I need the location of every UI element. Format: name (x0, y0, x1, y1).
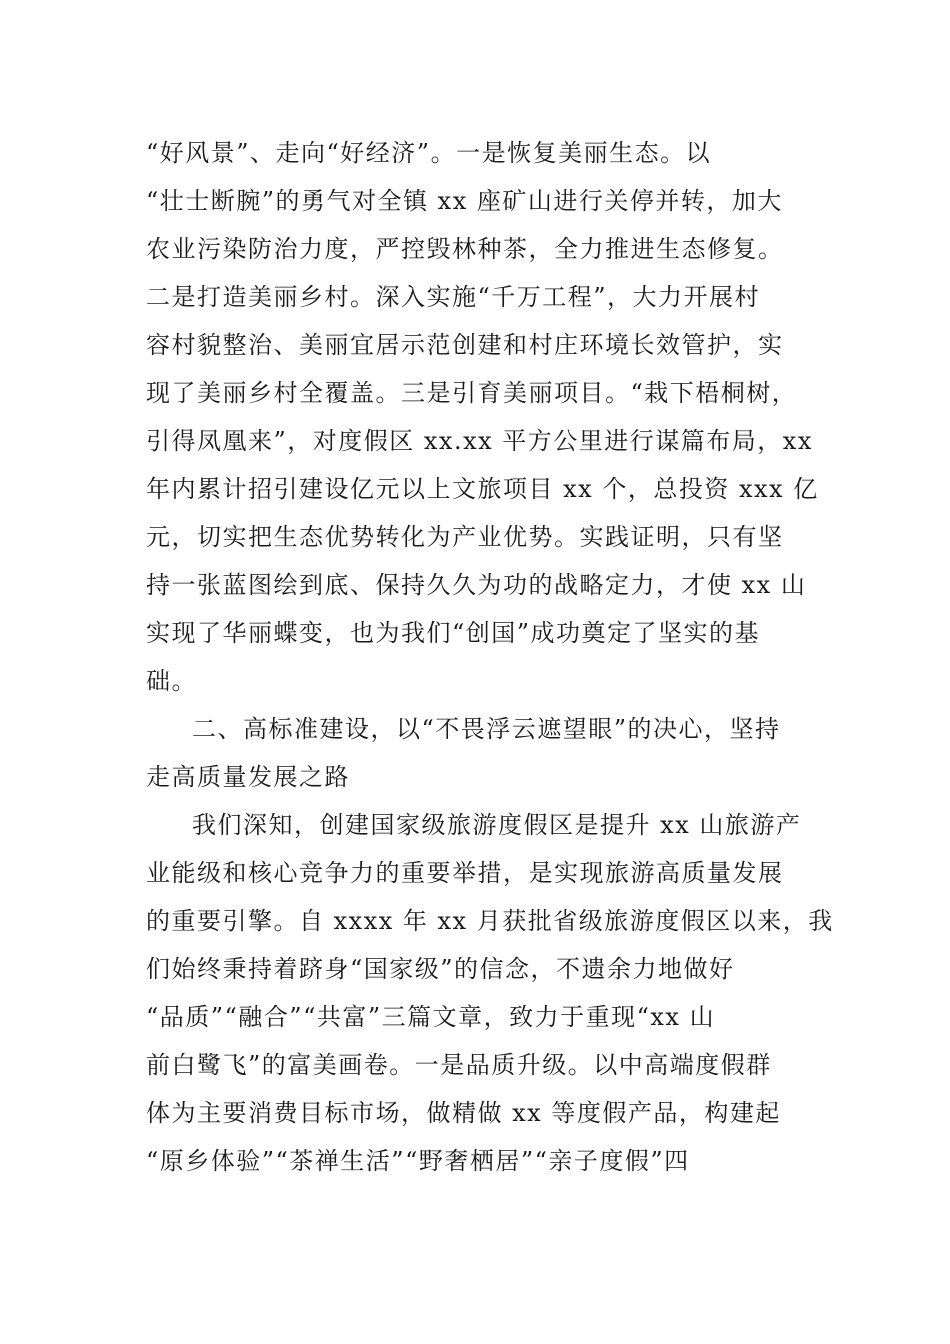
text-line: 二是打造美丽乡村。深入实施“千万工程”，大力开展村 (146, 283, 761, 311)
text-line: “壮士断腕”的勇气对全镇 xx 座矿山进行关停并转，加大 (146, 187, 783, 215)
text-line: 引得凤凰来”，对度假区 xx.xx 平方公里进行谋篇布局，xx (146, 427, 813, 455)
text-line: 农业污染防治力度，严控毁林种茶，全力推进生态修复。 (146, 235, 784, 263)
text-line: 的重要引擎。自 xxxx 年 xx 月获批省级旅游度假区以来，我 (146, 907, 834, 935)
text-line: 业能级和核心竞争力的重要举措，是实现旅游高质量发展 (146, 859, 784, 887)
text-line: 持一张蓝图绘到底、保持久久为功的战略定力，才使 xx 山 (146, 571, 807, 599)
text-line: “品质”“融合”“共富”三篇文章，致力于重现“xx 山 (146, 1003, 716, 1031)
text-line: 现了美丽乡村全覆盖。三是引育美丽项目。“栽下梧桐树， (146, 379, 798, 407)
text-line: 础。 (146, 667, 197, 695)
text-line: 元，切实把生态优势转化为产业优势。实践证明，只有坚 (146, 523, 784, 551)
section-heading-line: 二、高标准建设，以“不畏浮云遮望眼”的决心，坚持 (192, 715, 781, 743)
text-line: 实现了华丽蝶变，也为我们“创国”成功奠定了坚实的基 (146, 619, 761, 647)
text-line: 容村貌整治、美丽宜居示范创建和村庄环境长效管护，实 (146, 331, 784, 359)
text-line: 我们深知，创建国家级旅游度假区是提升 xx 山旅游产 (192, 811, 802, 839)
text-line: 前白鹭飞”的富美画卷。一是品质升级。以中高端度假群 (146, 1051, 772, 1079)
text-line: 体为主要消费目标市场，做精做 xx 等度假产品，构建起 (146, 1099, 781, 1127)
section-heading-line: 走高质量发展之路 (146, 763, 350, 791)
text-line: 年内累计招引建设亿元以上文旅项目 xx 个，总投资 xxx 亿 (146, 475, 819, 503)
text-line: “好风景”、走向“好经济”。一是恢复美丽生态。以 (146, 139, 712, 167)
text-line: “原乡体验”“茶禅生活”“野奢栖居”“亲子度假”四 (146, 1147, 690, 1175)
text-line: 们始终秉持着跻身“国家级”的信念，不遗余力地做好 (146, 955, 735, 983)
